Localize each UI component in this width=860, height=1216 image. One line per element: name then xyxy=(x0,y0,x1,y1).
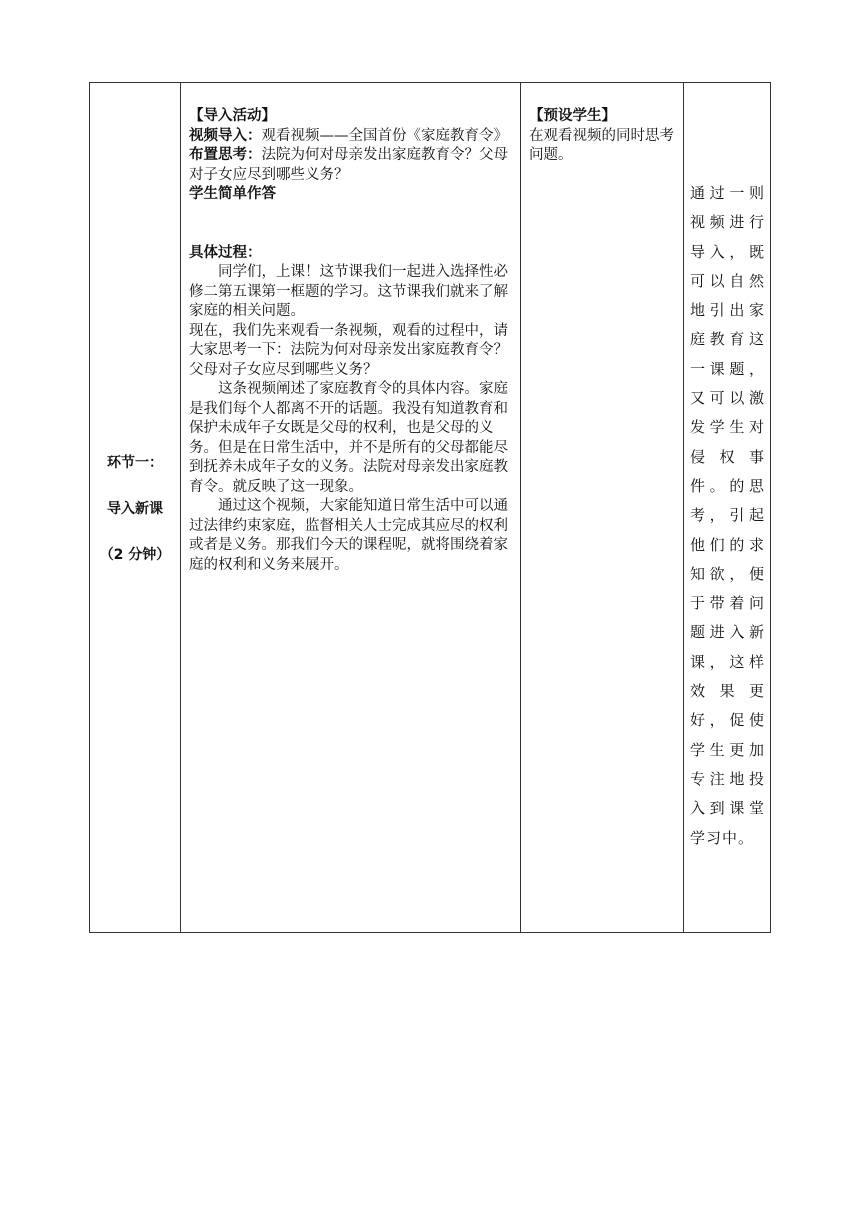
student-activity-cell xyxy=(521,83,683,932)
student-answer: 学生简单作答 xyxy=(189,186,276,202)
process-paragraph: 现在，我们先来观看一条视频，观看的过程中，请大家思考一下：法院为何对母亲发出家庭教育令？父母对子女应尽到哪些义务？ xyxy=(189,322,508,378)
design-purpose-cell xyxy=(684,83,771,932)
student-activity-heading: 【预设学生】 xyxy=(529,108,616,124)
student-activity-text: 在观看视频的同时思考问题。 xyxy=(529,127,674,163)
process-paragraph: 通过这个视频，大家能知道日常生活中可以通过法律约束家庭，监督相关人士完成其应尽的权利或者是义务。那我们今天的课程呢，就将围绕着家庭的权利和义务来展开。 xyxy=(189,498,508,573)
teacher-activity-cell xyxy=(181,83,520,932)
video-intro xyxy=(189,127,512,147)
video-text: 观看视频——全国首份《家庭教育令》 xyxy=(261,127,508,144)
stage-duration: （2 分钟） xyxy=(99,546,171,563)
process-paragraph: 同学们，上课！这节课我们一起进入选择性必修二第五课第一框题的学习。这节课我们就来了解家庭的相关问题。 xyxy=(189,264,508,319)
think-label: 布置思考： xyxy=(189,147,262,163)
stage-name: 环节一： xyxy=(107,454,163,471)
video-label: 视频导入： xyxy=(189,127,262,144)
design-purpose-text: 通过一则视频进行导入，既可以自然地引出家庭教育这一课题，又可以激发学生对侵权事件。的思考，引起他们的求知欲，便于带着问题进入新课，这样效果更好，促使学生更加专注地投入到课堂学习中。 xyxy=(690,184,765,847)
process-paragraph: 这条视频阐述了家庭教育令的具体内容。家庭是我们每个人都离不开的话题。我没有知道教育和保护未成年子女既是父母的权利，也是父母的义务。但是在日常生活中，并不是所有的父母都能尽到抚养未成年子女的义务。法院对母亲发出家庭教育令。就反映了这一现象。 xyxy=(189,381,508,495)
teacher-activity-heading: 【导入活动】 xyxy=(189,108,276,124)
stage-cell xyxy=(90,83,180,932)
lesson-plan-table xyxy=(89,82,771,933)
think-task xyxy=(189,146,512,185)
think-text: 法院为何对母亲发出家庭教育令？父母对子女应尽到哪些义务？ xyxy=(189,147,508,183)
process-label: 具体过程： xyxy=(189,244,262,261)
stage-title: 导入新课 xyxy=(107,500,163,517)
